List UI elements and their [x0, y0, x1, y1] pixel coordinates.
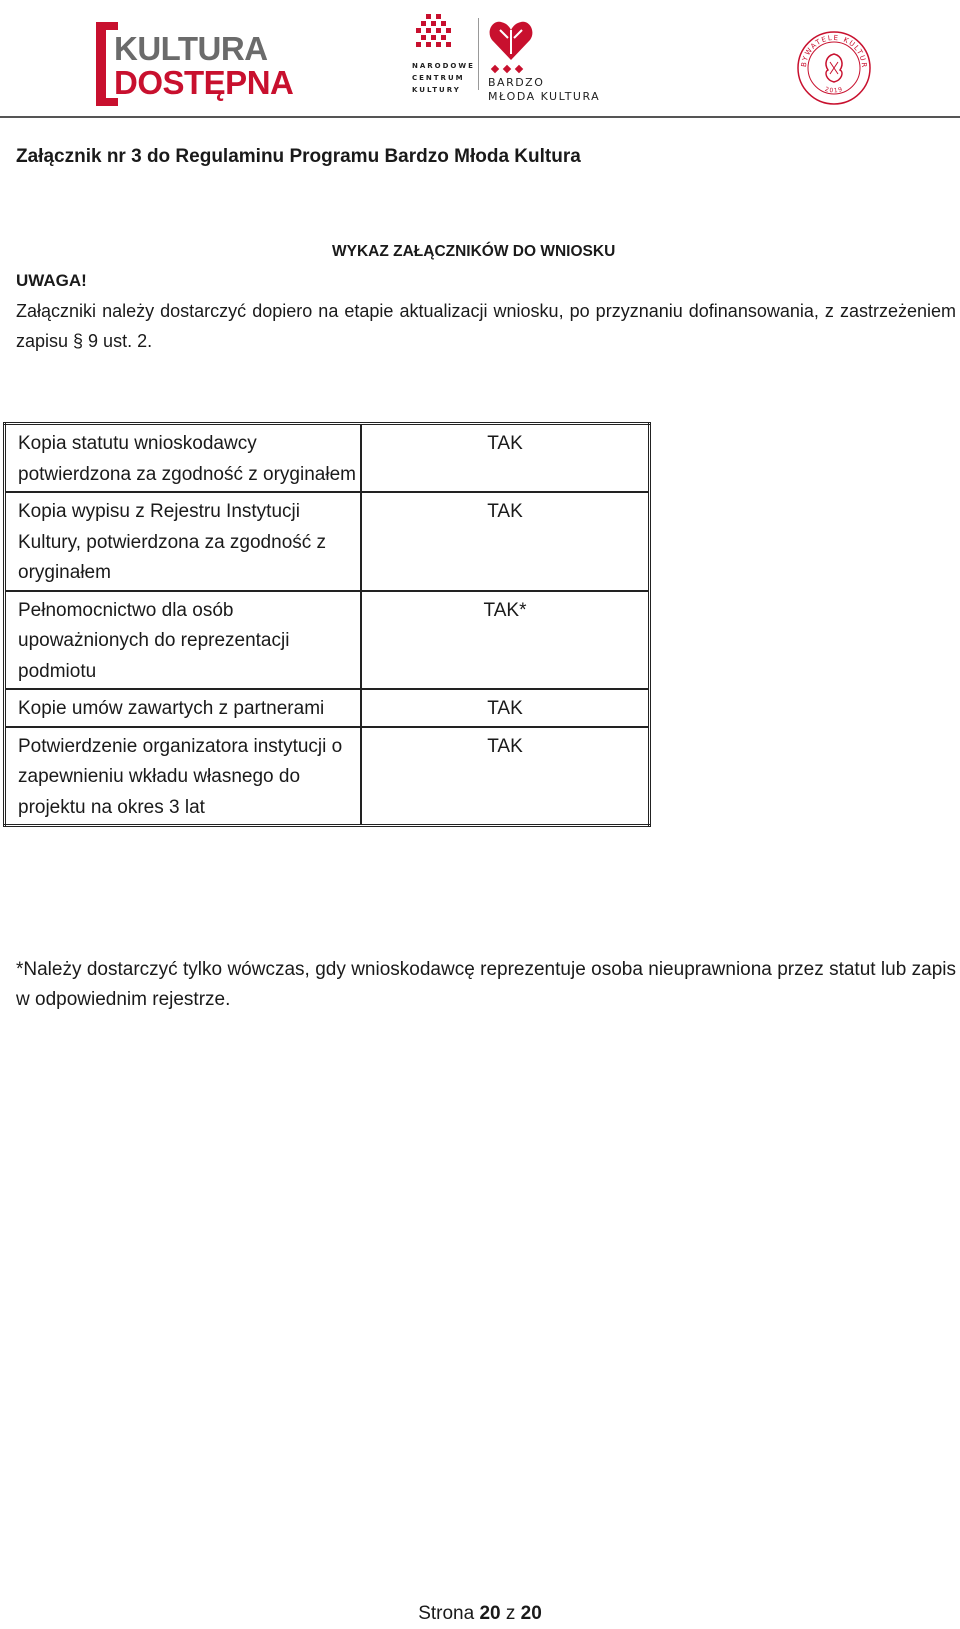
attachment-name: Kopia statutu wnioskodawcy potwierdzona za zgodność z oryginałem [5, 424, 362, 493]
logo-bracket [96, 22, 106, 106]
table-row [5, 424, 650, 493]
seal-bottom-text: 2019 [823, 85, 845, 95]
note-label: UWAGA! [16, 271, 87, 290]
attachments-list-heading: WYKAZ ZAŁĄCZNIKÓW DO WNIOSKU [332, 243, 616, 260]
dots-icon [490, 64, 530, 74]
attachment-name: Kopia wypisu z Rejestru Instytucji Kultury, potwierdzona za zgodność z oryginałem [5, 492, 362, 591]
page-number [0, 1603, 960, 1625]
attachment-name: Pełnomocnictwo dla osób upoważnionych do reprezentacji podmiotu [5, 591, 362, 690]
logo-text-line2: DOSTĘPNA [114, 64, 294, 101]
document-title: Załącznik nr 3 do Regulaminu Programu Bardzo Młoda Kultura [16, 146, 581, 167]
footnote: *Należy dostarczyć tylko wówczas, gdy wnioskodawcę reprezentuje osoba nieuprawniona przez statut lub zapis w odpowiednim rejestrze. [16, 959, 956, 1010]
attachment-name: Potwierdzenie organizatora instytucji o zapewnieniu wkładu własnego do projektu na okres 3 lat [5, 727, 362, 826]
svg-text:OBYWATELE KULTURY [796, 30, 868, 69]
table-row [5, 591, 650, 690]
table-row [5, 689, 650, 727]
kultura-dostepna-logo [96, 22, 294, 106]
logo-bracket-top [96, 22, 118, 30]
nck-text-line2: CENTRUM [412, 74, 465, 82]
nck-text-line3: KULTURY [412, 86, 461, 94]
page-current: 20 [479, 1603, 501, 1624]
attachments-table [3, 422, 651, 827]
attachment-name: Kopie umów zawartych z partnerami [5, 689, 362, 727]
note-text: Załączniki należy dostarczyć dopiero na etapie aktualizacji wniosku, po przyznaniu dofinansowania, z zastrzeżeniem zapisu § 9 ust. 2. [16, 301, 956, 351]
page-separator: z [505, 1603, 516, 1624]
nck-logo [412, 14, 474, 104]
page-total: 20 [520, 1603, 542, 1624]
heart-icon [488, 16, 534, 64]
logo-divider [478, 18, 479, 90]
attachment-required: TAK [361, 424, 650, 493]
table-row [5, 492, 650, 591]
attachment-required: TAK [361, 727, 650, 826]
svg-text:2019 [824, 86, 844, 95]
page-header [0, 0, 960, 118]
attachment-required: TAK [361, 689, 650, 727]
nck-text-line1: NARODOWE [412, 62, 475, 70]
table-row [5, 727, 650, 826]
bmk-text-line1: BARDZO [488, 76, 545, 89]
seal-arc-text: BYWATELE KULTUR [799, 33, 869, 69]
attachment-required: TAK* [361, 591, 650, 690]
seal-emblem-icon [796, 30, 872, 106]
attachment-required: TAK [361, 492, 650, 591]
bardzo-mloda-kultura-logo [488, 14, 628, 104]
logo-text-line1: KULTURA [114, 30, 268, 67]
nck-emblem-icon [416, 14, 452, 54]
bmk-text-line2: MŁODA KULTURA [488, 90, 601, 103]
header-rule [0, 116, 960, 118]
obywatele-kultury-seal [796, 30, 872, 106]
page-prefix: Strona [418, 1603, 475, 1624]
